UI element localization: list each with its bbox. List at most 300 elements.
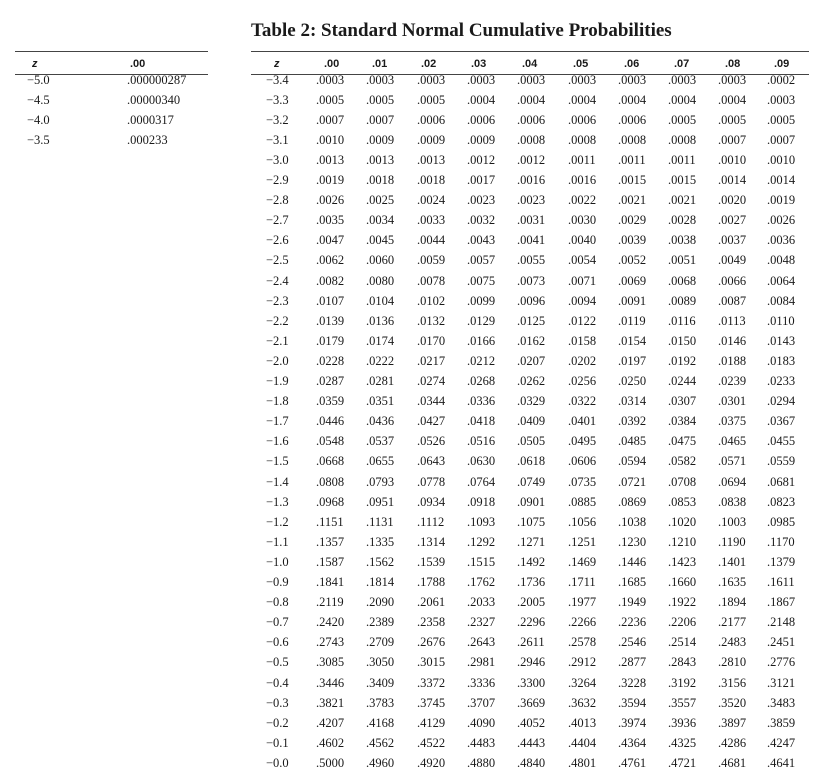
- z-value: −3.1: [266, 132, 289, 147]
- probability-cell: .0329: [517, 394, 546, 409]
- probability-cell: .0022: [568, 193, 597, 208]
- probability-cell: .1446: [618, 554, 647, 569]
- probability-cell: .2148: [767, 615, 796, 630]
- z-value: −2.8: [266, 193, 289, 208]
- probability-cell: .0012: [467, 152, 496, 167]
- probability-cell: .1292: [467, 534, 496, 549]
- probability-cell: .0721: [618, 474, 647, 489]
- probability-cell: .0808: [316, 474, 345, 489]
- probability-cell: .0188: [718, 353, 747, 368]
- probability-cell: .0003: [316, 72, 345, 87]
- probability-cell: .0038: [668, 233, 697, 248]
- probability-cell: .0146: [718, 333, 747, 348]
- probability-cell: .0003: [767, 92, 796, 107]
- probability-cell: .0075: [467, 273, 496, 288]
- probability-cell: .3409: [366, 675, 395, 690]
- probability-cell: .0537: [366, 434, 395, 449]
- probability-cell: .4602: [316, 735, 345, 750]
- probability-cell: .0853: [668, 494, 697, 509]
- z-value: −2.4: [266, 273, 289, 288]
- probability-cell: .4364: [618, 735, 647, 750]
- column-header: .00: [324, 58, 340, 70]
- probability-cell: .0037: [718, 233, 747, 248]
- probability-cell: .4801: [568, 755, 597, 770]
- probability-cell: .0004: [618, 92, 647, 107]
- probability-cell: .1660: [668, 575, 697, 589]
- probability-cell: .0012: [517, 152, 546, 167]
- probability-cell: .1401: [718, 554, 747, 569]
- probability-cell: .0010: [316, 132, 345, 147]
- probability-cell: .0174: [366, 333, 395, 348]
- probability-cell: .0107: [316, 293, 345, 308]
- probability-cell: .0392: [618, 414, 647, 429]
- probability-cell: .0351: [366, 394, 395, 409]
- probability-cell: .0162: [517, 333, 546, 348]
- probability-cell: .0062: [316, 253, 345, 268]
- probability-cell: .3520: [718, 695, 747, 710]
- probability-cell: .1314: [417, 534, 446, 549]
- probability-cell: .1379: [767, 554, 796, 569]
- probability-cell: .0008: [517, 132, 546, 147]
- probability-cell: .0084: [767, 293, 796, 308]
- probability-cell: .0367: [767, 414, 796, 429]
- probability-cell: .0055: [517, 253, 546, 268]
- probability-cell: .0041: [517, 233, 546, 248]
- probability-cell: .0985: [767, 514, 796, 529]
- z-value: −1.4: [266, 474, 289, 489]
- probability-cell: .0281: [366, 374, 395, 388]
- probability-cell: .0618: [517, 454, 546, 469]
- probability-cell: .2061: [417, 595, 446, 610]
- probability-cell: .0026: [316, 193, 345, 208]
- probability-cell: .4207: [316, 715, 345, 730]
- probability-cell: .2810: [718, 655, 747, 670]
- z-value: −0.3: [266, 695, 289, 710]
- probability-cell: .1977: [568, 595, 597, 610]
- probability-cell: .0401: [568, 414, 597, 429]
- probability-cell: .4761: [618, 755, 647, 770]
- probability-cell: .0968: [316, 494, 345, 509]
- probability-cell: .3050: [366, 655, 395, 670]
- probability-cell: .0051: [668, 253, 697, 268]
- probability-cell: .3264: [568, 675, 597, 690]
- probability-cell: .0207: [517, 353, 546, 368]
- probability-cell: .2643: [467, 635, 496, 650]
- probability-cell: .3936: [668, 715, 697, 730]
- probability-cell: .0655: [366, 454, 395, 469]
- probability-cell: .0094: [568, 293, 597, 308]
- probability-cell: .4681: [718, 755, 747, 770]
- probability-cell: .0250: [618, 374, 647, 388]
- probability-cell: .4880: [467, 755, 496, 770]
- z-value: −3.0: [266, 152, 289, 167]
- probability-cell: .0222: [366, 353, 395, 368]
- z-value: −0.8: [266, 595, 289, 610]
- probability-cell: .0082: [316, 273, 345, 288]
- probability-cell: .0006: [517, 112, 546, 127]
- probability-cell: .0132: [417, 313, 446, 328]
- probability-cell: .1469: [568, 554, 597, 569]
- probability-cell: .0049: [718, 253, 747, 268]
- probability-cell: .1093: [467, 514, 496, 529]
- probability-cell: .0004: [718, 92, 747, 107]
- probability-cell: .0000317: [127, 112, 174, 127]
- z-value: −1.9: [266, 374, 289, 388]
- probability-cell: .0003: [568, 72, 597, 87]
- probability-cell: .4522: [417, 735, 446, 750]
- probability-cell: .4721: [668, 755, 697, 770]
- probability-cell: .0004: [517, 92, 546, 107]
- probability-cell: .0069: [618, 273, 647, 288]
- probability-cell: .2578: [568, 635, 597, 650]
- probability-cell: .0059: [417, 253, 446, 268]
- z-value: −0.1: [266, 735, 289, 750]
- probability-cell: .0008: [668, 132, 697, 147]
- probability-cell: .1736: [517, 575, 546, 589]
- probability-cell: .2090: [366, 595, 395, 610]
- z-value: −2.7: [266, 213, 289, 228]
- probability-cell: .0013: [316, 152, 345, 167]
- probability-cell: .0005: [668, 112, 697, 127]
- probability-cell: .0011: [618, 152, 646, 167]
- z-value: −0.5: [266, 655, 289, 670]
- probability-cell: .0314: [618, 394, 647, 409]
- z-value: −3.4: [266, 72, 289, 87]
- probability-cell: .1335: [366, 534, 395, 549]
- probability-cell: .3085: [316, 655, 345, 670]
- probability-cell: .1587: [316, 554, 345, 569]
- probability-cell: .0007: [718, 132, 747, 147]
- probability-cell: .0004: [467, 92, 496, 107]
- probability-cell: .0004: [668, 92, 697, 107]
- probability-cell: .3121: [767, 675, 796, 690]
- probability-cell: .0778: [417, 474, 446, 489]
- probability-cell: .4168: [366, 715, 395, 730]
- probability-cell: .0694: [718, 474, 747, 489]
- column-header: .04: [522, 58, 538, 70]
- probability-cell: .1492: [517, 554, 546, 569]
- probability-cell: .0099: [467, 293, 496, 308]
- probability-cell: .1539: [417, 554, 446, 569]
- probability-cell: .2033: [467, 595, 496, 610]
- probability-cell: .1112: [417, 514, 445, 529]
- probability-cell: .0014: [718, 173, 747, 187]
- probability-cell: .0505: [517, 434, 546, 449]
- probability-cell: .0023: [467, 193, 496, 208]
- probability-cell: .0010: [767, 152, 796, 167]
- probability-cell: .0015: [668, 173, 697, 187]
- probability-cell: .1949: [618, 595, 647, 610]
- probability-cell: .0526: [417, 434, 446, 449]
- z-value: −2.6: [266, 233, 289, 248]
- probability-cell: .2709: [366, 635, 395, 650]
- probability-cell: .0054: [568, 253, 597, 268]
- probability-cell: .0643: [417, 454, 446, 469]
- probability-cell: .0951: [366, 494, 395, 509]
- probability-cell: .3557: [668, 695, 697, 710]
- probability-cell: .3594: [618, 695, 647, 710]
- z-value: −1.7: [266, 414, 289, 429]
- probability-cell: .2514: [668, 635, 697, 650]
- probability-cell: .0045: [366, 233, 395, 248]
- probability-cell: .0010: [718, 152, 747, 167]
- probability-cell: .0129: [467, 313, 496, 328]
- probability-cell: .0078: [417, 273, 446, 288]
- z-value: −1.8: [266, 394, 289, 409]
- probability-cell: .0026: [767, 213, 796, 228]
- z-value: −4.0: [27, 112, 50, 127]
- probability-cell: .0485: [618, 434, 647, 449]
- probability-cell: .1210: [668, 534, 697, 549]
- probability-cell: .3745: [417, 695, 446, 710]
- probability-cell: .4404: [568, 735, 597, 750]
- probability-cell: .1762: [467, 575, 496, 589]
- probability-cell: .0006: [467, 112, 496, 127]
- probability-cell: .0080: [366, 273, 395, 288]
- probability-cell: .0630: [467, 454, 496, 469]
- z-value: −1.3: [266, 494, 289, 509]
- probability-cell: .0021: [618, 193, 647, 208]
- probability-cell: .0014: [767, 173, 796, 187]
- probability-cell: .1562: [366, 554, 395, 569]
- probability-cell: .0003: [366, 72, 395, 87]
- probability-cell: .0040: [568, 233, 597, 248]
- probability-cell: .0838: [718, 494, 747, 509]
- z-value: −3.5: [27, 132, 50, 147]
- probability-cell: .2483: [718, 635, 747, 650]
- probability-cell: .0060: [366, 253, 395, 268]
- probability-cell: .0031: [517, 213, 546, 228]
- probability-cell: .0113: [718, 313, 746, 328]
- probability-cell: .4483: [467, 735, 496, 750]
- probability-cell: .4325: [668, 735, 697, 750]
- probability-cell: .0002: [767, 72, 796, 87]
- probability-cell: .0179: [316, 333, 345, 348]
- probability-cell: .0436: [366, 414, 395, 429]
- z-value: −1.5: [266, 454, 289, 469]
- probability-cell: .0119: [618, 313, 646, 328]
- probability-cell: .0150: [668, 333, 697, 348]
- probability-cell: .3669: [517, 695, 546, 710]
- z-value: −0.7: [266, 615, 289, 630]
- probability-cell: .0011: [668, 152, 696, 167]
- probability-cell: .0003: [718, 72, 747, 87]
- probability-cell: .0158: [568, 333, 597, 348]
- probability-cell: .2912: [568, 655, 597, 670]
- probability-cell: .0764: [467, 474, 496, 489]
- probability-cell: .1635: [718, 575, 747, 589]
- column-header: .01: [372, 58, 388, 70]
- probability-cell: .0032: [467, 213, 496, 228]
- probability-cell: .1056: [568, 514, 597, 529]
- z-value: −1.1: [266, 534, 289, 549]
- probability-cell: .0516: [467, 434, 496, 449]
- probability-cell: .0064: [767, 273, 796, 288]
- probability-cell: .2420: [316, 615, 345, 630]
- z-value: −5.0: [27, 72, 50, 87]
- probability-cell: .1867: [767, 595, 796, 610]
- probability-cell: .0033: [417, 213, 446, 228]
- probability-cell: .1685: [618, 575, 647, 589]
- probability-cell: .0017: [467, 173, 496, 187]
- probability-cell: .0192: [668, 353, 697, 368]
- probability-cell: .0110: [767, 313, 795, 328]
- probability-cell: .1251: [568, 534, 597, 549]
- probability-cell: .0375: [718, 414, 747, 429]
- probability-cell: .1230: [618, 534, 647, 549]
- probability-cell: .0307: [668, 394, 697, 409]
- probability-cell: .0020: [718, 193, 747, 208]
- probability-cell: .0446: [316, 414, 345, 429]
- probability-cell: .0028: [668, 213, 697, 228]
- probability-cell: .0869: [618, 494, 647, 509]
- probability-cell: .0274: [417, 374, 446, 388]
- probability-cell: .0217: [417, 353, 446, 368]
- z-value: −2.3: [266, 293, 289, 308]
- column-header: .08: [725, 58, 741, 70]
- probability-cell: .1515: [467, 554, 496, 569]
- probability-cell: .0004: [568, 92, 597, 107]
- probability-cell: .3015: [417, 655, 446, 670]
- z-value: −0.6: [266, 635, 289, 650]
- probability-cell: .0005: [316, 92, 345, 107]
- probability-cell: .4013: [568, 715, 597, 730]
- probability-cell: .0030: [568, 213, 597, 228]
- probability-cell: .0009: [467, 132, 496, 147]
- probability-cell: .0239: [718, 374, 747, 388]
- probability-cell: .4920: [417, 755, 446, 770]
- probability-cell: .1020: [668, 514, 697, 529]
- probability-cell: .0016: [517, 173, 546, 187]
- probability-cell: .2776: [767, 655, 796, 670]
- z-value: −3.3: [266, 92, 289, 107]
- probability-cell: .5000: [316, 755, 345, 770]
- probability-cell: .0606: [568, 454, 597, 469]
- probability-cell: .0044: [417, 233, 446, 248]
- probability-cell: .0409: [517, 414, 546, 429]
- probability-cell: .0043: [467, 233, 496, 248]
- probability-cell: .0009: [366, 132, 395, 147]
- probability-cell: .0073: [517, 273, 546, 288]
- probability-cell: .0244: [668, 374, 697, 388]
- probability-cell: .0495: [568, 434, 597, 449]
- probability-cell: .0091: [618, 293, 647, 308]
- probability-cell: .1075: [517, 514, 546, 529]
- table-title: Table 2: Standard Normal Cumulative Probabilities: [251, 20, 672, 41]
- z-value: −2.0: [266, 353, 289, 368]
- probability-cell: .0465: [718, 434, 747, 449]
- probability-cell: .0294: [767, 394, 796, 409]
- probability-cell: .4840: [517, 755, 546, 770]
- probability-cell: .0166: [467, 333, 496, 348]
- probability-cell: .0011: [568, 152, 596, 167]
- probability-cell: .000000287: [127, 72, 187, 87]
- probability-cell: .2358: [417, 615, 446, 630]
- probability-cell: .3632: [568, 695, 597, 710]
- probability-cell: .0008: [618, 132, 647, 147]
- probability-cell: .0035: [316, 213, 345, 228]
- probability-cell: .0003: [618, 72, 647, 87]
- probability-cell: .0007: [316, 112, 345, 127]
- z-value: −0.9: [266, 575, 289, 589]
- main-table-top-rule: [251, 51, 809, 52]
- probability-cell: .3372: [417, 675, 446, 690]
- column-header: .02: [421, 58, 437, 70]
- probability-cell: .2327: [467, 615, 496, 630]
- probability-cell: .2266: [568, 615, 597, 630]
- probability-cell: .4641: [767, 755, 796, 770]
- probability-cell: .3821: [316, 695, 345, 710]
- z-value: −2.2: [266, 313, 289, 328]
- probability-cell: .0233: [767, 374, 796, 388]
- probability-cell: .0029: [618, 213, 647, 228]
- probability-cell: .0013: [366, 152, 395, 167]
- probability-cell: .0006: [417, 112, 446, 127]
- column-header: .07: [674, 58, 690, 70]
- z-value: −0.0: [266, 755, 289, 770]
- probability-cell: .2236: [618, 615, 647, 630]
- probability-cell: .1190: [718, 534, 746, 549]
- probability-cell: .0548: [316, 434, 345, 449]
- probability-cell: .0749: [517, 474, 546, 489]
- probability-cell: .3974: [618, 715, 647, 730]
- probability-cell: .0823: [767, 494, 796, 509]
- probability-cell: .0102: [417, 293, 446, 308]
- z-value: −2.1: [266, 333, 289, 348]
- probability-cell: .0057: [467, 253, 496, 268]
- z-value: −0.2: [266, 715, 289, 730]
- probability-cell: .0003: [467, 72, 496, 87]
- probability-cell: .0202: [568, 353, 597, 368]
- probability-cell: .4562: [366, 735, 395, 750]
- probability-cell: .1003: [718, 514, 747, 529]
- probability-cell: .0018: [417, 173, 446, 187]
- probability-cell: .0136: [366, 313, 395, 328]
- probability-cell: .4247: [767, 735, 796, 750]
- probability-cell: .3192: [668, 675, 697, 690]
- probability-cell: .0104: [366, 293, 395, 308]
- z-value: −1.0: [266, 554, 289, 569]
- probability-cell: .3897: [718, 715, 747, 730]
- probability-cell: .3707: [467, 695, 496, 710]
- probability-cell: .0018: [366, 173, 395, 187]
- probability-cell: .1788: [417, 575, 446, 589]
- probability-cell: .0009: [417, 132, 446, 147]
- probability-cell: .0571: [718, 454, 747, 469]
- probability-cell: .4090: [467, 715, 496, 730]
- probability-cell: .2981: [467, 655, 496, 670]
- probability-cell: .1611: [767, 575, 795, 589]
- probability-cell: .0005: [718, 112, 747, 127]
- column-header: .06: [624, 58, 640, 70]
- probability-cell: .0015: [618, 173, 647, 187]
- probability-cell: .2389: [366, 615, 395, 630]
- probability-cell: .3156: [718, 675, 747, 690]
- probability-cell: .0008: [568, 132, 597, 147]
- probability-cell: .1711: [568, 575, 596, 589]
- probability-cell: .0005: [767, 112, 796, 127]
- probability-cell: .1357: [316, 534, 345, 549]
- probability-cell: .0021: [668, 193, 697, 208]
- probability-cell: .2546: [618, 635, 647, 650]
- probability-cell: .2005: [517, 595, 546, 610]
- probability-cell: .3300: [517, 675, 546, 690]
- z-value: −1.6: [266, 434, 289, 449]
- probability-cell: .0116: [668, 313, 696, 328]
- probability-cell: .0228: [316, 353, 345, 368]
- probability-cell: .0359: [316, 394, 345, 409]
- probability-cell: .0122: [568, 313, 597, 328]
